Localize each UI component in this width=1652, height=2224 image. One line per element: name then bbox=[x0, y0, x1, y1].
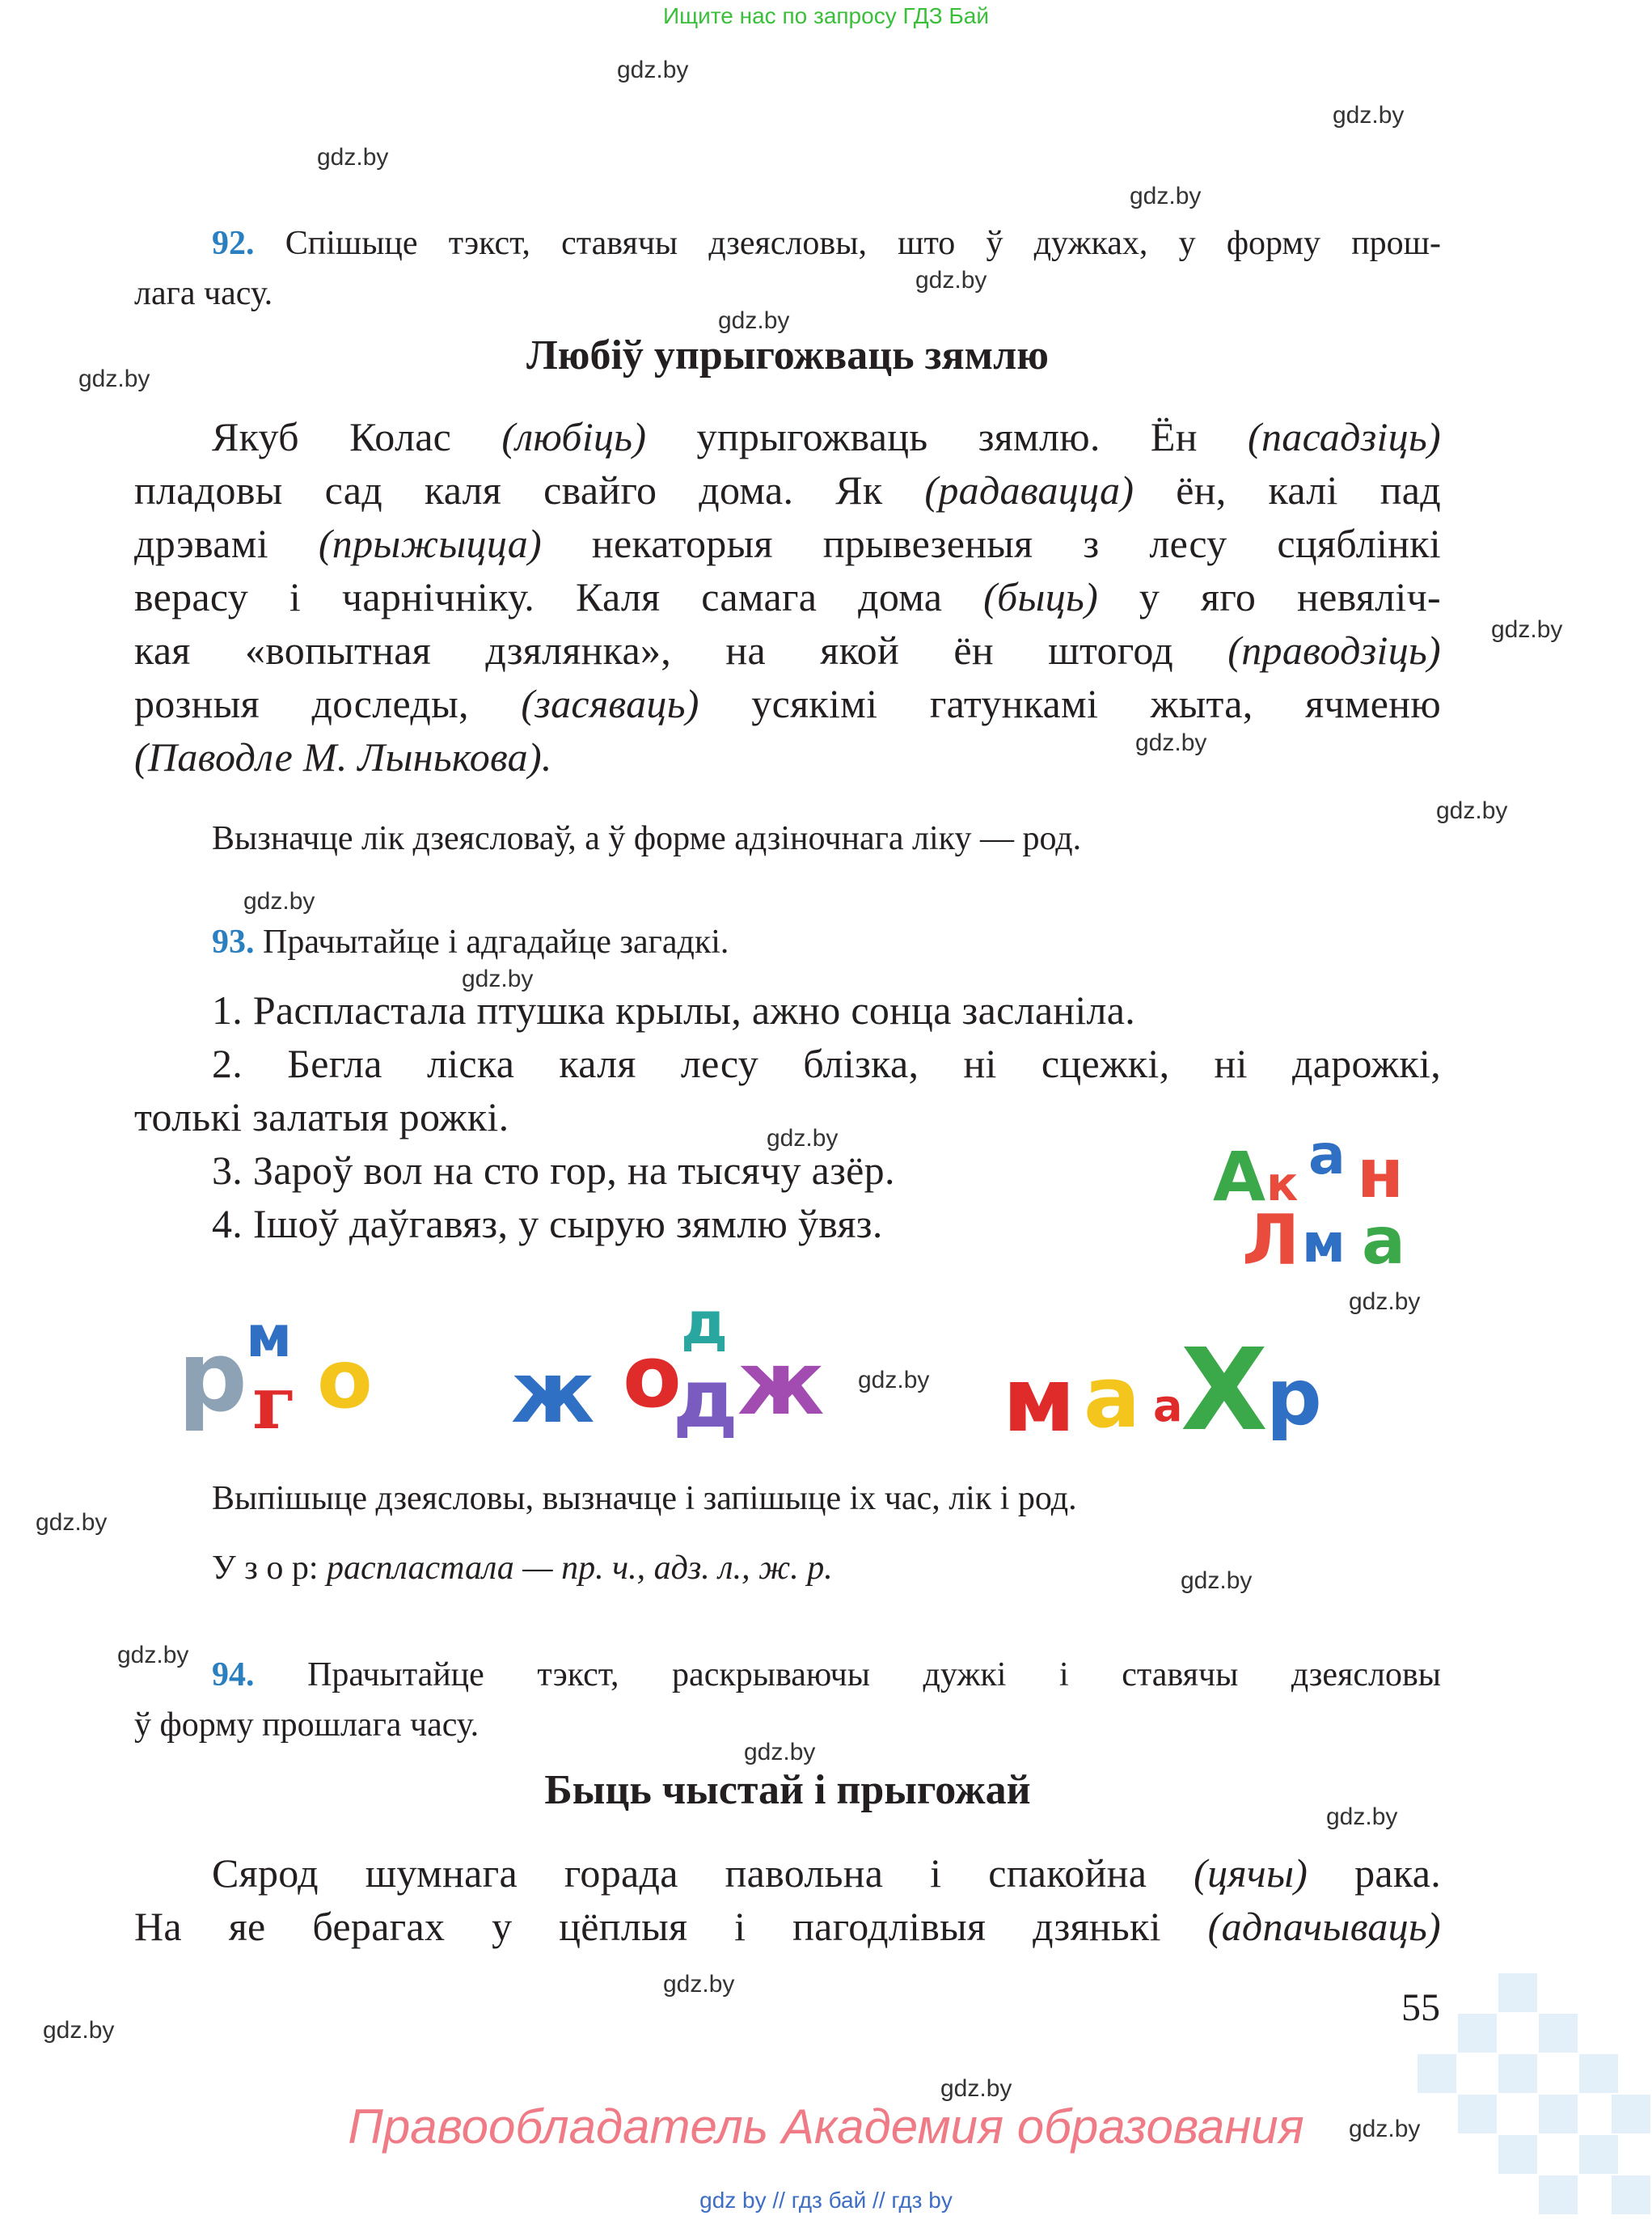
text-line: На яе берагах у цёплыя і пагодлівыя дзянькі (адпачываць) bbox=[134, 1904, 1441, 1949]
exercise-number: 92. bbox=[212, 225, 255, 262]
puzzle-letter: А bbox=[1213, 1137, 1266, 1216]
exercise-94-instruction: 94. Прачытайце тэкст, раскрываючы дужкі і ставячы дзеясловы ў форму прошлага часу. bbox=[134, 1656, 1441, 1744]
puzzle-letter: Л bbox=[1242, 1200, 1300, 1281]
text-title: Быць чыстай і прыгожай bbox=[544, 1767, 1031, 1813]
watermark: gdz.by bbox=[1436, 797, 1508, 824]
rights-holder: Правообладатель Академия образования bbox=[348, 2099, 1304, 2154]
text-title: Любіў упрыгожваць зямлю bbox=[526, 332, 1050, 378]
text-line: кая «вопытная дзялянка», на якой ён штогод (праводзіць) bbox=[134, 628, 1441, 673]
riddle: 2. Бегла ліска каля лесу блізка, ні сцежкі, ні дарожкі, bbox=[212, 1041, 1441, 1086]
riddle: 1. Распластала птушка крылы, ажно сонца засланіла. bbox=[212, 987, 1136, 1033]
watermark: gdz.by bbox=[317, 144, 389, 171]
footer-links[interactable]: gdz by // гдз бай // гдз by bbox=[699, 2188, 953, 2213]
watermark: gdz.by bbox=[1349, 1288, 1421, 1315]
watermark: gdz.by bbox=[462, 966, 534, 992]
exercise-93-instruction: 93. Прачытайце і адгадайце загадкі. bbox=[212, 924, 729, 961]
text-line: дрэвамі (прыжыцца) некаторыя прывезеныя з лесу сцяблінкі bbox=[134, 521, 1442, 566]
puzzle-letter: н bbox=[1357, 1134, 1405, 1213]
puzzle-letter: г bbox=[252, 1360, 298, 1446]
instruction-text: Спішыце тэкст, ставячы дзеясловы, што ў дужках, у форму прош- bbox=[285, 225, 1441, 262]
riddle: 3. Зароў вол на сто гор, на тысячу азёр. bbox=[212, 1148, 895, 1193]
puzzle-letter: к bbox=[1266, 1156, 1299, 1211]
watermark: gdz.by bbox=[243, 888, 315, 915]
instruction-text: лага часу. bbox=[134, 275, 273, 312]
watermark: gdz.by bbox=[36, 1509, 108, 1536]
exercise-94-text bbox=[134, 1846, 1441, 1953]
watermark: gdz.by bbox=[1326, 1803, 1398, 1830]
puzzle-letter: д bbox=[681, 1289, 729, 1357]
text-line: пладовы сад каля свайго дома. Як (радавацца) ён, калі пад bbox=[134, 467, 1441, 513]
watermark: gdz.by bbox=[43, 2017, 115, 2044]
puzzle-letter: а bbox=[1153, 1380, 1183, 1431]
watermark: gdz.by bbox=[1491, 616, 1563, 643]
watermark: gdz.by bbox=[78, 366, 150, 392]
watermark: gdz.by bbox=[744, 1739, 816, 1765]
puzzle-letter: р bbox=[1266, 1352, 1322, 1443]
exercise-93-task: Выпішыце дзеясловы, вызначце і запішыце іх час, лік і род. У з о р: распластала — пр. ч., адз. л., ж. р. bbox=[134, 1474, 1441, 1593]
puzzle-letter: м bbox=[1003, 1348, 1075, 1452]
sample-label: У з о р: bbox=[212, 1550, 319, 1587]
puzzle-letter: м bbox=[1302, 1212, 1346, 1275]
watermark: gdz.by bbox=[1333, 102, 1405, 129]
exercise-number: 93. bbox=[212, 924, 255, 961]
letter-puzzle-4 bbox=[1003, 1326, 1342, 1456]
text-line: Якуб Колас (любіць) упрыгожваць зямлю. Ён (пасадзіць) bbox=[212, 414, 1441, 459]
text-line: верасу і чарнічніку. Каля самага дома (быць) у яго невяліч- bbox=[134, 574, 1441, 619]
puzzle-letter: Х bbox=[1181, 1325, 1268, 1457]
puzzle-letter: м bbox=[246, 1304, 293, 1370]
exercise-92-text bbox=[134, 410, 1441, 784]
puzzle-letter: ж bbox=[737, 1334, 825, 1435]
watermark: gdz.by bbox=[117, 1642, 189, 1668]
letter-puzzle-2 bbox=[178, 1294, 388, 1448]
watermark: gdz.by bbox=[767, 1125, 839, 1152]
text-line: Сярод шумнага горада павольна і спакойна (цячы) рака. bbox=[212, 1850, 1441, 1896]
watermark: gdz.by bbox=[858, 1367, 930, 1393]
watermark: gdz.by bbox=[617, 57, 689, 83]
puzzle-letter: а bbox=[1308, 1123, 1346, 1187]
sample-word: распластала bbox=[327, 1550, 514, 1587]
letter-puzzle-3 bbox=[511, 1289, 834, 1456]
text-line: розныя доследы, (засяваць) усякімі гатункамі жыта, ячменю bbox=[134, 681, 1441, 726]
sample-dash: — bbox=[522, 1550, 553, 1587]
exercise-92-instruction bbox=[134, 218, 1441, 319]
exercise-92-task: Вызначце лік дзеясловаў, а ў форме адзіночнага ліку — род. bbox=[212, 820, 1082, 857]
puzzle-letter: ж bbox=[511, 1343, 595, 1442]
page-number: 55 bbox=[1401, 1986, 1440, 2029]
watermark: gdz.by bbox=[663, 1971, 735, 1998]
header-search-link[interactable]: Ищите нас по запросу ГДЗ Бай bbox=[662, 3, 990, 28]
sample bbox=[134, 1543, 1441, 1593]
sample-info: пр. ч., адз. л., ж. р. bbox=[561, 1550, 833, 1587]
puzzle-letter: о bbox=[623, 1327, 682, 1427]
puzzle-letter: а bbox=[1084, 1348, 1141, 1447]
watermark: gdz.by bbox=[1135, 729, 1207, 756]
puzzle-letter: о bbox=[317, 1332, 373, 1427]
exercise-number: 94. bbox=[212, 1656, 255, 1693]
puzzle-letter: д bbox=[673, 1351, 738, 1446]
watermark: gdz.by bbox=[1130, 183, 1202, 209]
watermark: gdz.by bbox=[718, 307, 790, 334]
text-line: (Паводле М. Лынькова). bbox=[134, 734, 552, 780]
riddle: толькі залатыя рожкі. bbox=[134, 1094, 509, 1139]
watermark: gdz.by bbox=[940, 2075, 1012, 2102]
puzzle-letter: р bbox=[178, 1321, 247, 1434]
watermark: gdz.by bbox=[1181, 1567, 1253, 1594]
puzzle-letter: а bbox=[1362, 1203, 1405, 1279]
riddle: 4. Ішоў даўгавяз, у сырую зямлю ўвяз. bbox=[212, 1201, 883, 1246]
letter-puzzle-1 bbox=[1213, 1123, 1456, 1282]
watermark: gdz.by bbox=[915, 267, 987, 294]
watermark: gdz.by bbox=[1349, 2116, 1421, 2142]
